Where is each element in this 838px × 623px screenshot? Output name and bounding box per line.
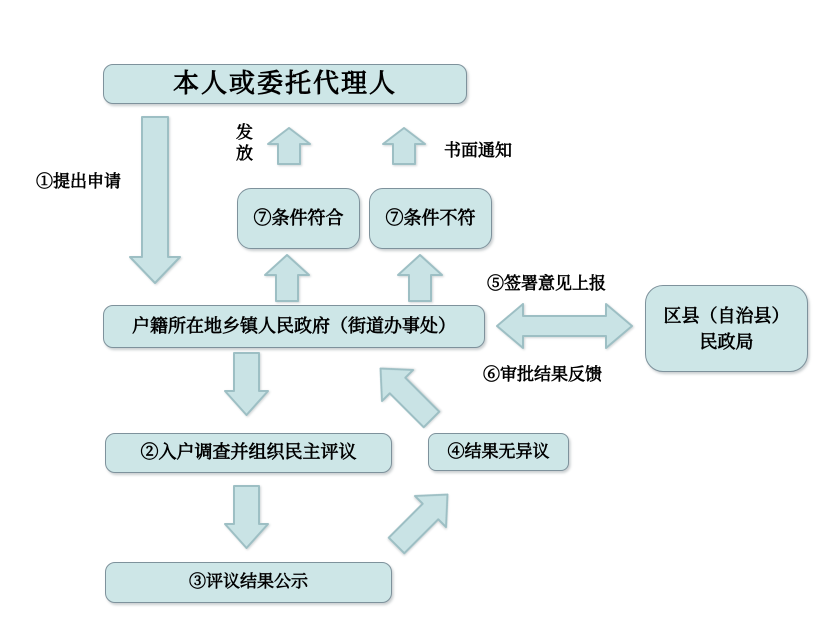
node-result-publicity-label: ③评议结果公示 bbox=[189, 572, 308, 592]
up-arrow-to-condition-met-icon bbox=[265, 255, 309, 301]
node-condition-not-met-label: ⑦条件不符 bbox=[385, 207, 476, 228]
label-issue: 发放 bbox=[236, 123, 253, 163]
node-condition-met bbox=[237, 188, 360, 249]
down-arrow-to-publicity-icon bbox=[225, 486, 268, 548]
up-arrow-issue-icon bbox=[268, 128, 310, 164]
node-household-survey bbox=[105, 433, 392, 473]
node-township-government-label: 户籍所在地乡镇人民政府（街道办事处） bbox=[132, 315, 456, 336]
node-condition-not-met bbox=[369, 188, 492, 249]
node-no-objection-label: ④结果无异议 bbox=[447, 441, 550, 461]
diagonal-arrow-no-objection-to-government-icon bbox=[365, 353, 447, 435]
label-sign-submit: ⑤签署意见上报 bbox=[487, 274, 606, 293]
label-apply: ①提出申请 bbox=[36, 172, 121, 191]
node-applicant-label: 本人或委托代理人 bbox=[172, 68, 397, 99]
node-civil-affairs-line2: 民政局 bbox=[699, 331, 754, 352]
down-arrow-apply-icon bbox=[130, 117, 180, 283]
node-result-publicity bbox=[105, 562, 392, 603]
up-arrow-to-condition-not-met-icon bbox=[398, 255, 442, 301]
node-condition-met-label: ⑦条件符合 bbox=[253, 207, 344, 228]
label-approval-feedback: ⑥审批结果反馈 bbox=[483, 365, 602, 384]
double-arrow-government-civil-icon bbox=[497, 304, 632, 348]
diagonal-arrow-publicity-to-no-objection-icon bbox=[381, 479, 463, 561]
node-no-objection bbox=[428, 433, 569, 471]
node-township-government bbox=[103, 305, 485, 348]
node-applicant bbox=[103, 64, 467, 104]
label-written-notice: 书面通知 bbox=[444, 141, 512, 160]
up-arrow-written-notice-icon bbox=[383, 128, 425, 164]
node-civil-affairs-line1: 区县（自治县） bbox=[663, 305, 790, 326]
node-civil-affairs-bureau bbox=[645, 285, 808, 372]
node-household-survey-label: ②入户调查并组织民主评议 bbox=[140, 442, 357, 463]
down-arrow-to-survey-icon bbox=[225, 353, 268, 415]
